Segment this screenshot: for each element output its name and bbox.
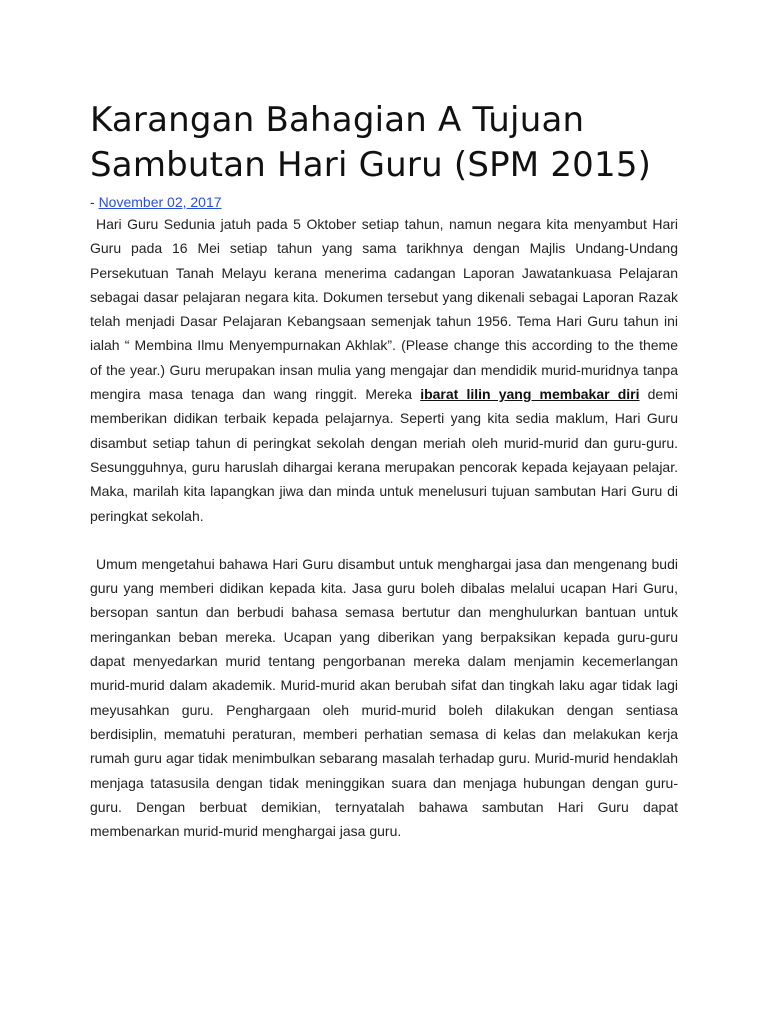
blog-post [90, 98, 678, 843]
post-date-link[interactable]: November 02, 2017 [98, 194, 222, 210]
intro-text-end: demi memberikan didikan terbaik kepada pelajarnya. Seperti yang kita sedia maklum, Hari Guru disambut setiap tahun di peringkat sekolah dengan meriah oleh murid-murid dan guru-guru. Sesungguhnya, guru haruslah dihargai kerana merupakan pencorak kepada kejayaan pelajar. Maka, marilah kita lapangkan jiwa dan minda untuk menelusuri tujuan sambutan Hari Guru di peringkat sekolah. [90, 386, 678, 524]
intro-text-start: Hari Guru Sedunia jatuh pada 5 Oktober setiap tahun, namun negara kita menyambut Hari Guru pada 16 Mei setiap tahun yang sama tarikhnya dengan Majlis Undang-Undang Persekutuan Tanah Melayu kerana menerima cadangan Laporan Jawatankuasa Pelajaran sebagai dasar pelajaran negara kita. Dokumen tersebut yang dikenali sebagai Laporan Razak telah menjadi Dasar Pelajaran Kebangsaan semenjak tahun 1956. Tema Hari Guru tahun ini ialah “ Membina Ilmu Menyempurnakan Akhlak”. (Please change this according to the theme of the year.) Guru merupakan insan mulia yang mengajar dan mendidik murid-muridnya tanpa mengira masa tenaga dan wang ringgit. Mereka [90, 216, 678, 403]
date-prefix: - [90, 194, 99, 210]
post-title: Karangan Bahagian A Tujuan Sambutan Hari Guru (SPM 2015) [90, 100, 652, 185]
paragraph-intro [90, 212, 678, 528]
highlighted-phrase: ibarat lilin yang membakar diri [420, 386, 640, 403]
post-meta [90, 192, 678, 212]
paragraph-body: Umum mengetahui bahawa Hari Guru disambut untuk menghargai jasa dan mengenang budi guru yang memberi didikan kepada kita. Jasa guru boleh dibalas melalui ucapan Hari Guru, bersopan santun dan berbudi bahasa semasa bertutur dan menghulurkan bantuan untuk meringankan beban mereka. Ucapan yang diberikan yang berpaksikan kepada guru-guru dapat menyedarkan murid tentang pengorbanan mereka dalam menjamin kecemerlangan murid-murid dalam akademik. Murid-murid akan berubah sifat dan tingkah laku agar tidak lagi meyusahkan guru. Penghargaan oleh murid-murid boleh dilakukan dengan sentiasa berdisiplin, mematuhi peraturan, memberi perhatian semasa di kelas dan melakukan kerja rumah guru agar tidak menimbulkan sebarang masalah terhadap guru. Murid-murid hendaklah menjaga tatasusila dengan tidak meninggikan suara dan menjaga hubungan dengan guru-guru. Dengan berbuat demikian, ternyatalah bahawa sambutan Hari Guru dapat membenarkan murid-murid menghargai jasa guru. [90, 555, 678, 840]
